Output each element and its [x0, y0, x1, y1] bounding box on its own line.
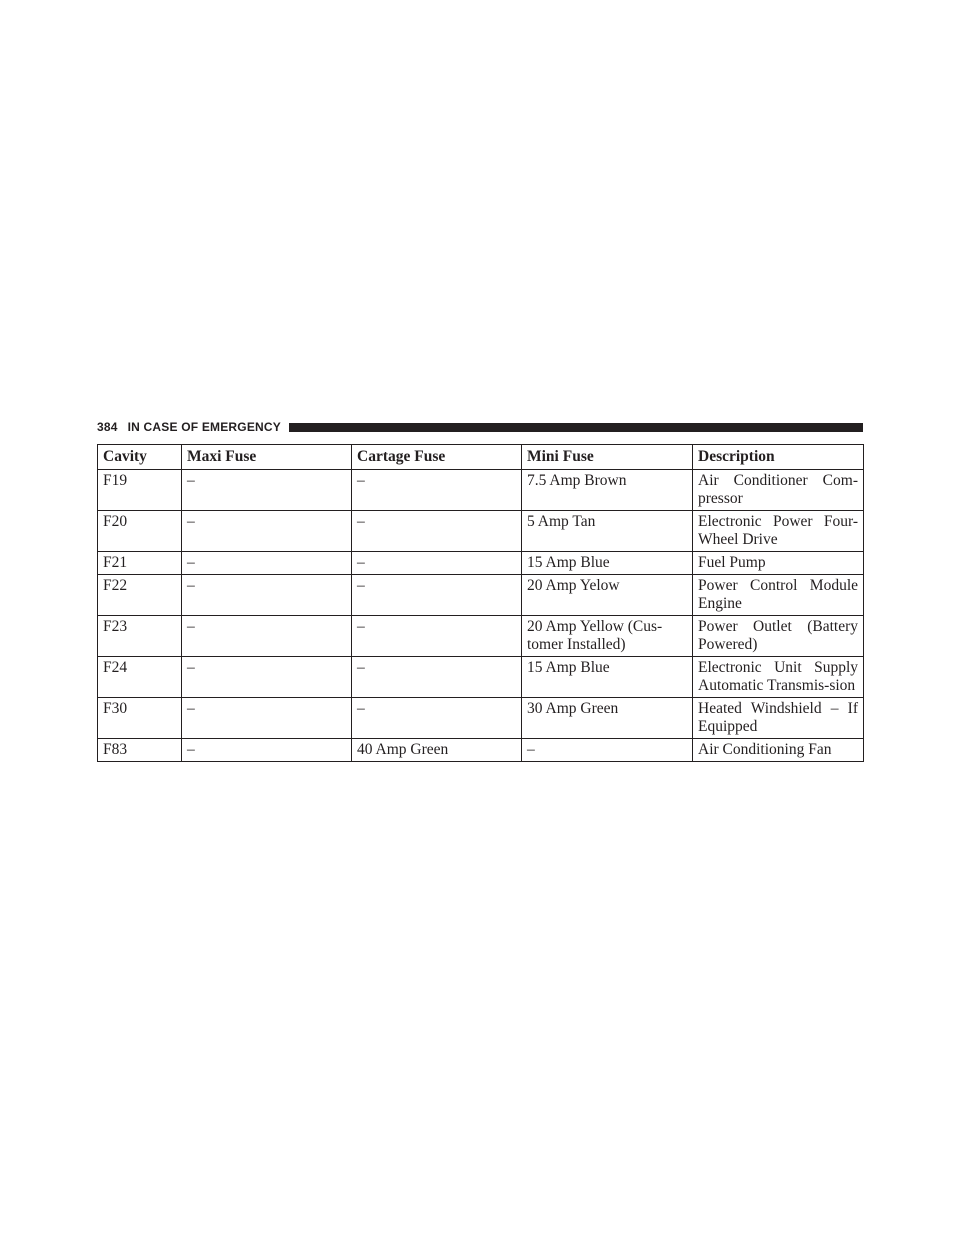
cell-maxi-fuse: –	[182, 739, 352, 762]
cell-maxi-fuse: –	[182, 575, 352, 616]
table-header-row	[98, 445, 864, 470]
cell-cavity: F24	[98, 657, 182, 698]
cell-mini-fuse: 30 Amp Green	[522, 698, 693, 739]
cell-description: Power Outlet (Battery Powered)	[693, 616, 864, 657]
cell-mini-fuse: 5 Amp Tan	[522, 511, 693, 552]
table-row	[98, 616, 864, 657]
column-header-cartage-fuse: Cartage Fuse	[352, 445, 522, 470]
cell-mini-fuse: 20 Amp Yellow (Cus-tomer Installed)	[522, 616, 693, 657]
cell-cartage-fuse: –	[352, 470, 522, 511]
cell-cavity: F19	[98, 470, 182, 511]
cell-cartage-fuse: –	[352, 698, 522, 739]
cell-description: Fuel Pump	[693, 552, 864, 575]
cell-description: Heated Windshield – If Equipped	[693, 698, 864, 739]
cell-cavity: F83	[98, 739, 182, 762]
header-rule	[289, 423, 863, 432]
table-row	[98, 470, 864, 511]
cell-mini-fuse: 15 Amp Blue	[522, 657, 693, 698]
cell-maxi-fuse: –	[182, 698, 352, 739]
table-row	[98, 698, 864, 739]
table-row	[98, 511, 864, 552]
cell-mini-fuse: 7.5 Amp Brown	[522, 470, 693, 511]
table-row	[98, 552, 864, 575]
cell-description: Electronic Unit Supply Automatic Transmis-sion	[693, 657, 864, 698]
cell-mini-fuse: 15 Amp Blue	[522, 552, 693, 575]
table-row	[98, 657, 864, 698]
cell-cartage-fuse: –	[352, 552, 522, 575]
cell-description: Electronic Power Four-Wheel Drive	[693, 511, 864, 552]
cell-cavity: F20	[98, 511, 182, 552]
page-number: 384	[97, 420, 118, 434]
cell-cartage-fuse: –	[352, 616, 522, 657]
cell-cavity: F22	[98, 575, 182, 616]
column-header-description: Description	[693, 445, 864, 470]
cell-maxi-fuse: –	[182, 470, 352, 511]
table-row	[98, 739, 864, 762]
cell-maxi-fuse: –	[182, 616, 352, 657]
cell-cavity: F21	[98, 552, 182, 575]
table-row	[98, 575, 864, 616]
cell-cartage-fuse: –	[352, 575, 522, 616]
fuse-table	[97, 444, 864, 762]
cell-cartage-fuse: 40 Amp Green	[352, 739, 522, 762]
cell-cavity: F30	[98, 698, 182, 739]
cell-cavity: F23	[98, 616, 182, 657]
cell-description: Power Control Module Engine	[693, 575, 864, 616]
page-header	[97, 420, 863, 434]
cell-description: Air Conditioner Com-pressor	[693, 470, 864, 511]
cell-mini-fuse: –	[522, 739, 693, 762]
cell-cartage-fuse: –	[352, 657, 522, 698]
column-header-cavity: Cavity	[98, 445, 182, 470]
column-header-maxi-fuse: Maxi Fuse	[182, 445, 352, 470]
section-title: IN CASE OF EMERGENCY	[127, 420, 281, 434]
cell-maxi-fuse: –	[182, 552, 352, 575]
cell-maxi-fuse: –	[182, 657, 352, 698]
column-header-mini-fuse: Mini Fuse	[522, 445, 693, 470]
cell-mini-fuse: 20 Amp Yelow	[522, 575, 693, 616]
cell-cartage-fuse: –	[352, 511, 522, 552]
cell-maxi-fuse: –	[182, 511, 352, 552]
cell-description: Air Conditioning Fan	[693, 739, 864, 762]
